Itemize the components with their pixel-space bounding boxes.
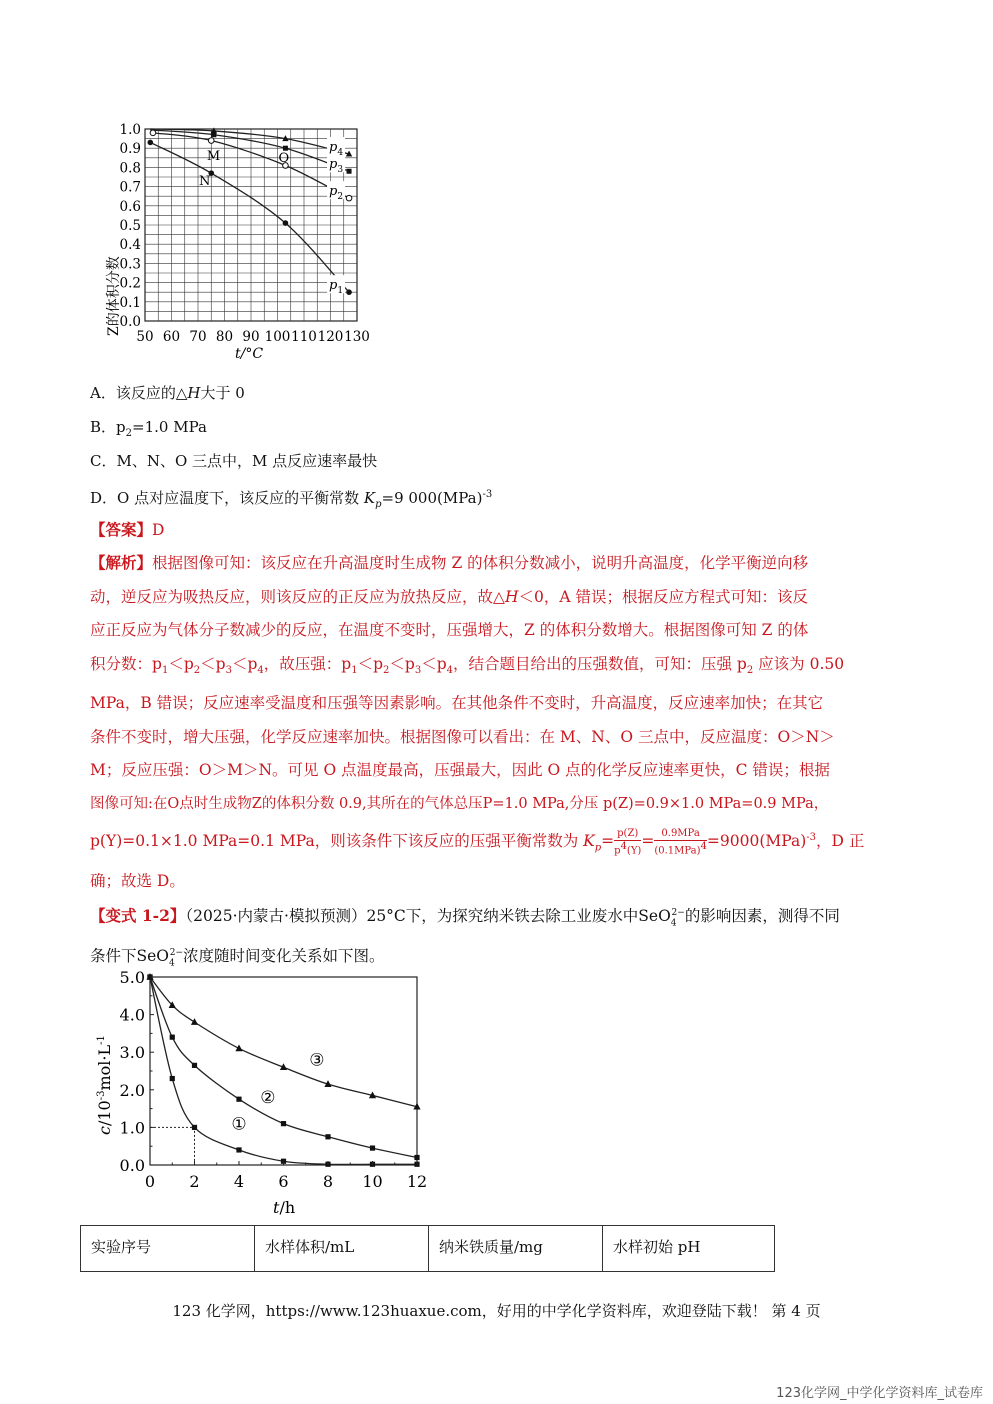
chart1-point-p2 bbox=[208, 138, 214, 144]
chart2-point bbox=[325, 1134, 330, 1139]
chart2-point bbox=[191, 1018, 198, 1025]
option-d: D．O 点对应温度下，该反应的平衡常数 $K_p=9$ 000(MPa)$^{-3}$ bbox=[90, 489, 493, 510]
chart2-point bbox=[192, 1125, 197, 1130]
chart1-y-tick-label: 0.8 bbox=[119, 160, 141, 177]
chart2-x-tick-label: 10 bbox=[362, 1172, 383, 1191]
chart2-series-label: ③ bbox=[309, 1050, 325, 1071]
chart1-y-tick-label: 0.6 bbox=[119, 198, 141, 215]
analysis: 【解析】根据图像可知：该反应在升高温度时生成物 Z 的体积分数减小，说明升高温度，化学平衡逆向移 动，逆反应为吸热反应，则该反应的正反应为放热反应，故△H＜0，A 错误；根据反应方程式可知：该反 应正反应为气体分子数减少的反应，在温度不变时，压强增大，Z 的体积分数增大。根据图像可知 Z 的体 积分数：$p_1<p_2<p_3<p_4$，故压强：$p_1<p_2<p_3<p_4$，结合题目给出的压强数值，可知：压强 $p_2$ 应该为 0.50 MPa，B 错误；反应速率受温度和压强等因素影响。在其他条件不变时，升高温度，反应速率加快；在其它 条件不变时，增大压强，化学反应速率加快。根据图像可以看出：在 M、N、O 三点中，反应温度：O＞N＞ M；反应压强：O＞M＞N。可见 O 点温度最高，压强最大，因此 O 点的化学反应速率更快，C 错误；根据 图像可知:在O点时生成物Z的体积分数 0.9,其所在的气体总压P=1.0 MPa,分压 p(Z)=0.9×1.0 MPa=0.9 MPa， p(Y)=0.1×1.0 MPa=0.1 MPa，则该条件下该反应的压强平衡常数为 $K_p=$ $\frac{p(Z)}{p^4(Y)}$ = 0.9MPa $(0.1MPa)^4$ =9000(MPa)$^{-3}$，D 正 确；故选 D。 bbox=[90, 553, 865, 890]
chart2-point bbox=[236, 1147, 241, 1152]
chart2-series-label: ① bbox=[231, 1114, 247, 1135]
chart2-series-line bbox=[150, 977, 417, 1107]
option-b: B．$p_2=1.0$ MPa bbox=[90, 418, 207, 439]
chart2-y-tick-label: 0.0 bbox=[119, 1156, 145, 1175]
chart1-x-tick-label: 90 bbox=[242, 329, 260, 345]
chart2-series-label: ② bbox=[260, 1087, 276, 1108]
chart1-y-tick-label: 1.0 bbox=[119, 122, 141, 138]
chart2-y-tick-label: 2.0 bbox=[119, 1080, 145, 1100]
chart-z-volume-fraction bbox=[95, 118, 385, 363]
answer: 【答案】D bbox=[90, 520, 165, 539]
chart2-point bbox=[170, 1035, 175, 1040]
chart2-y-tick-label: 5.0 bbox=[119, 968, 145, 987]
chart2-x-axis-label: t/h bbox=[273, 1198, 296, 1217]
chart2-y-axis-label: $c/10^{-3}mol\cdot L^{-1}$ bbox=[95, 1035, 114, 1135]
chart1-x-tick-label: 50 bbox=[136, 329, 154, 345]
chart1-point-label: M bbox=[206, 148, 221, 164]
chart1-series-p3 bbox=[150, 130, 349, 171]
table-header-cell: 实验序号 bbox=[81, 1226, 255, 1272]
chart1-y-tick-label: 0.5 bbox=[119, 218, 141, 234]
chart1-series-label: $p_1$ bbox=[329, 278, 344, 297]
chart1-y-tick-label: 0.2 bbox=[119, 275, 141, 292]
chart2-x-tick-label: 4 bbox=[233, 1172, 245, 1191]
chart1-y-tick-label: 0.3 bbox=[119, 256, 141, 273]
chart2-point bbox=[192, 1063, 197, 1068]
chart2-y-tick-label: 4.0 bbox=[119, 1005, 145, 1025]
chart1-series-p1 bbox=[150, 139, 349, 292]
chart2-x-tick-label: 2 bbox=[189, 1172, 200, 1191]
chart1-x-axis-label: t/°C bbox=[235, 346, 264, 362]
experiment-table bbox=[80, 1225, 775, 1272]
table-header-cell: 水样体积/mL bbox=[255, 1226, 429, 1272]
chart1-x-tick-label: 120 bbox=[317, 329, 344, 345]
chart1-point-p1 bbox=[346, 289, 352, 295]
chart1-point-p2 bbox=[346, 195, 352, 201]
chart2-point bbox=[170, 1076, 175, 1081]
chart1-point-p1 bbox=[148, 140, 154, 146]
chart2-point bbox=[370, 1145, 375, 1150]
chart1-point-label: N bbox=[198, 173, 211, 189]
chart1-x-tick-label: 110 bbox=[291, 329, 317, 345]
table-header-row bbox=[81, 1226, 775, 1272]
chart1-x-tick-label: 60 bbox=[162, 329, 181, 345]
chart1-x-tick-label: 130 bbox=[344, 329, 370, 345]
chart2-x-tick-label: 6 bbox=[278, 1172, 289, 1191]
chart1-series-label: $p_4$ bbox=[329, 139, 344, 158]
chart1-series-label: $p_2$ bbox=[329, 184, 344, 203]
chart1-x-tick-label: 100 bbox=[264, 329, 291, 345]
chart2-point bbox=[281, 1121, 286, 1126]
chart2-series-line bbox=[150, 977, 417, 1164]
table-header-cell: 水样初始 pH bbox=[603, 1226, 775, 1272]
chart-seo4-concentration bbox=[88, 965, 438, 1220]
chart1-point-p1 bbox=[283, 220, 289, 226]
chart1-point-label: O bbox=[278, 150, 290, 166]
chart2-frame bbox=[150, 977, 417, 1165]
chart2-x-tick-label: 12 bbox=[406, 1172, 428, 1191]
chart1-y-tick-label: 0.4 bbox=[119, 237, 141, 254]
page-footer: 123 化学网，https://www.123huaxue.com，好用的中学化学资料库，欢迎登陆下载！ 第 4 页 bbox=[172, 1302, 821, 1320]
chart1-y-tick-label: 0.0 bbox=[119, 314, 141, 330]
chart2-x-tick-label: 8 bbox=[322, 1172, 334, 1191]
chart2-y-tick-label: 1.0 bbox=[119, 1118, 145, 1138]
chart2-x-tick-label: 0 bbox=[144, 1172, 156, 1191]
chart1-series-p4 bbox=[150, 129, 349, 154]
chart1-y-tick-label: 0.9 bbox=[119, 141, 141, 158]
chart2-y-tick-label: 3.0 bbox=[119, 1043, 145, 1063]
variant-question: 【变式 1-2】（2025·内蒙古·模拟预测）25°C下，为探究纳米铁去除工业废水中SeO$_4^{2-}$的影响因素，测得不同 条件下SeO$_4^{2-}$浓度随时间变化关系如下图。 bbox=[90, 906, 840, 969]
chart2-point bbox=[236, 1097, 241, 1102]
chart1-point-p2 bbox=[150, 130, 156, 136]
chart1-y-tick-label: 0.7 bbox=[119, 179, 141, 196]
chart1-point-p3 bbox=[347, 169, 352, 174]
option-c: C．M、N、O 三点中，M 点反应速率最快 bbox=[90, 452, 378, 470]
chart1-x-tick-label: 70 bbox=[189, 329, 207, 345]
chart2-dashed-guide bbox=[150, 1127, 195, 1165]
chart1-x-tick-label: 80 bbox=[215, 329, 234, 345]
chart1-y-axis-label: Z的体积分数 bbox=[106, 256, 122, 336]
watermark: 123化学网_中学化学资料库_试卷库 bbox=[776, 1386, 983, 1401]
chart2-point bbox=[414, 1155, 419, 1160]
option-a: A．该反应的△H大于 0 bbox=[90, 384, 245, 402]
chart1-series-label: $p_3$ bbox=[329, 157, 344, 176]
chart1-y-tick-label: 0.1 bbox=[119, 294, 141, 311]
table-header-cell: 纳米铁质量/mg bbox=[429, 1226, 603, 1272]
